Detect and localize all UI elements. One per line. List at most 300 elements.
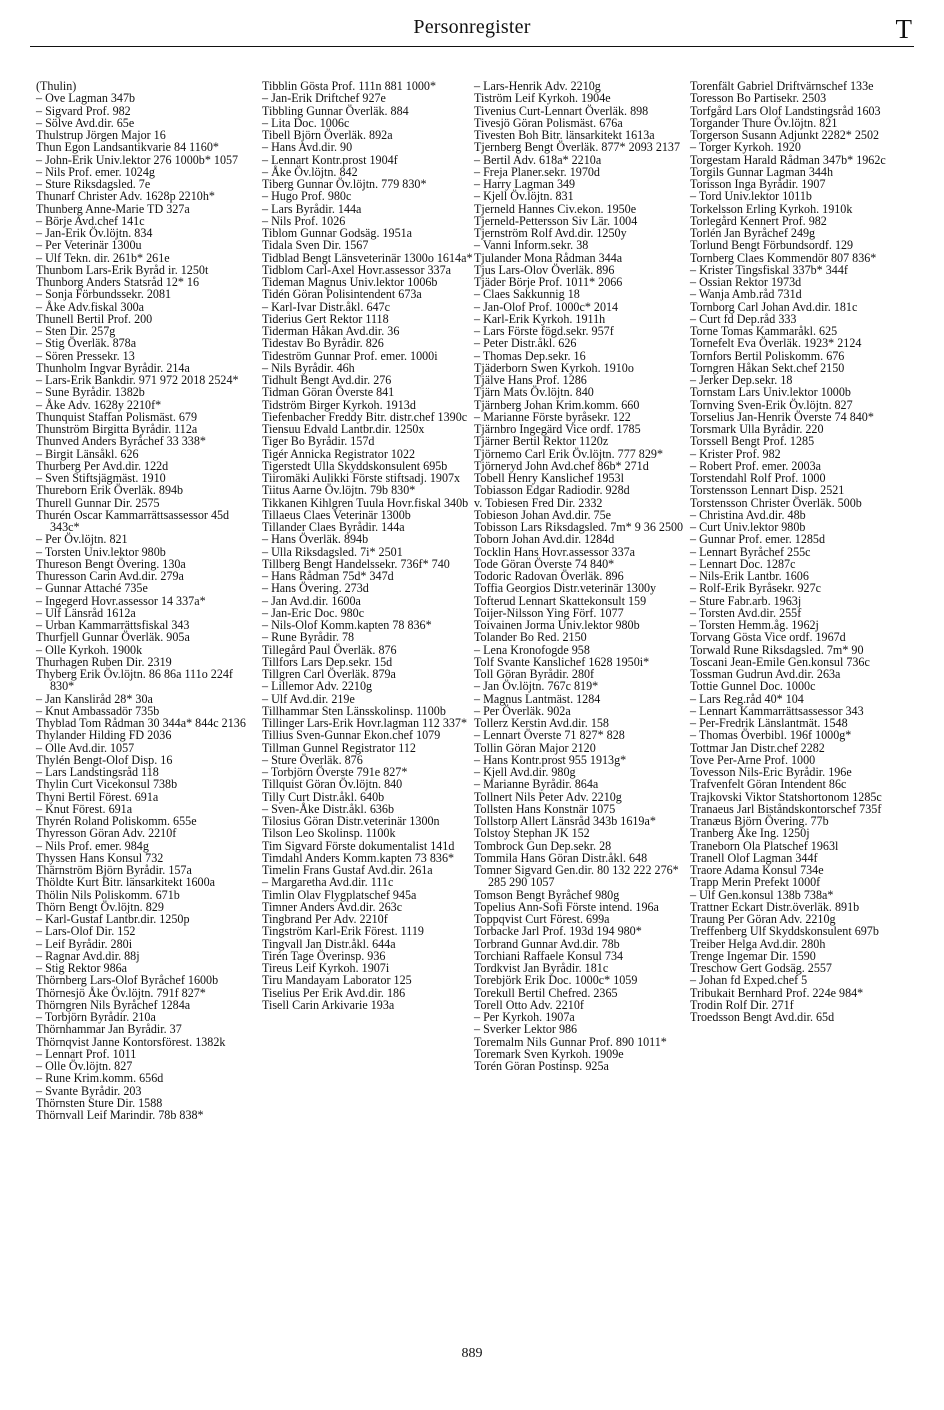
register-entry: – Curt fd Dep.råd 333	[690, 311, 797, 326]
register-entry: Torsmark Ulla Byrådir. 220	[690, 422, 824, 436]
register-entry: (Thulin)	[36, 79, 77, 93]
register-entry: Tofterud Lennart Skattekonsult 159	[474, 593, 647, 608]
register-entry: – Margaretha Avd.dir. 111c	[262, 875, 394, 890]
register-entry: – Rune Byrådir. 78	[262, 630, 355, 645]
register-entry: Toffia Georgios Distr.veterinär 1300y	[474, 581, 657, 596]
register-entry: Tjäder Börje Prof. 1011* 2066	[474, 275, 623, 289]
register-entry: – John-Erik Univ.lektor 276 1000b* 1057	[36, 152, 239, 167]
register-entry: Toll Göran Byrådir. 280f	[474, 667, 595, 681]
register-entry: Tollin Göran Major 2120	[474, 740, 596, 755]
register-entry: – Per-Fredrik Länslantmät. 1548	[690, 716, 848, 730]
register-entry: Tjernström Rolf Avd.dir. 1250y	[474, 226, 627, 240]
register-entry: Tommila Hans Göran Distr.åkl. 648	[474, 850, 648, 865]
register-entry: – Lars Landstingsråd 118	[36, 765, 159, 779]
register-entry: Tillius Sven-Gunnar Ekon.chef 1079	[262, 728, 441, 743]
register-entry: Tjärner Bertil Rektor 1120z	[474, 434, 609, 449]
register-entry: Torstensson Lennart Disp. 2521	[690, 483, 845, 498]
register-entry: Thörngren Nils Byråchef 1284a	[36, 997, 191, 1012]
register-entry: – Jan Öv.löjtn. 767c 819*	[474, 679, 599, 694]
register-entry: Tranberg Åke Ing. 1250j	[690, 826, 810, 841]
register-entry: Thuresson Carin Avd.dir. 279a	[36, 569, 184, 583]
register-entry: Torebjörk Erik Doc. 1000c* 1059	[474, 973, 638, 988]
register-entry: Thörnesjö Åke Öv.löjtn. 791f 827*	[36, 985, 206, 1000]
register-entry: – Harry Lagman 349	[474, 177, 576, 191]
register-entry: – Per Öv.löjtn. 821	[36, 532, 128, 547]
register-entry: – Torbjörn Byrådir. 210a	[36, 1010, 156, 1024]
register-entry: Tidala Sven Dir. 1567	[262, 238, 369, 253]
register-entry: Tornving Sven-Erik Öv.löjtn. 827	[690, 397, 853, 412]
register-entry: Tidblom Carl-Axel Hovr.assessor 337a	[262, 262, 452, 277]
register-entry: – Gunnar Prof. emer. 1285d	[690, 532, 826, 547]
register-entry: – Per Kyrkoh. 1907a	[474, 1010, 575, 1024]
register-entry: Tjus Lars-Olov Överläk. 896	[474, 262, 615, 277]
register-entry: Tillman Gunnel Registrator 112	[262, 740, 416, 755]
register-entry: – Jan-Eric Doc. 980c	[262, 605, 365, 620]
register-entry: Toivainen Jorma Univ.lektor 980b	[474, 618, 640, 632]
register-entry: Tikkanen Kihlgren Tuula Hovr.fiskal 340b	[262, 495, 469, 510]
register-entry: – Gunnar Attaché 735e	[36, 581, 148, 596]
register-entry: – Knut Förest. 691a	[36, 801, 133, 816]
register-entry: Torstensson Christer Överläk. 500b	[690, 495, 862, 510]
register-entry: Toremark Sven Kyrkoh. 1909e	[474, 1046, 624, 1061]
register-entry: Tjernberg Bengt Överläk. 877* 2093 2137	[474, 140, 681, 155]
register-entry: Tossman Gudrun Avd.dir. 263a	[690, 667, 841, 681]
register-entry: – Freja Planer.sekr. 1970d	[474, 164, 600, 179]
register-entry: Tiiromäki Aulikki Förste stiftsadj. 1907x	[262, 471, 461, 485]
register-entry: Tiström Leif Kyrkoh. 1904e	[474, 91, 611, 106]
register-entry: – Ulla Riksdagsled. 7i* 2501	[262, 544, 403, 559]
register-entry: Tornborg Carl Johan Avd.dir. 181c	[690, 299, 858, 314]
register-entry: Thun Egon Landsantikvarie 84 1160*	[36, 140, 219, 155]
register-entry: – Torsten Univ.lektor 980b	[36, 544, 166, 559]
register-entry: Tolstoy Stephan JK 152	[474, 826, 590, 841]
register-entry: Trajkovski Viktor Statshortonom 1285c	[690, 789, 882, 804]
register-entry: – Lars Förste fögd.sekr. 957f	[474, 324, 614, 338]
register-entry: Tolf Svante Kanslichef 1628 1950i*	[474, 654, 650, 669]
register-entry: Tillinger Lars-Erik Hovr.lagman 112 337*	[262, 716, 468, 730]
register-entry: Tranell Olof Lagman 344f	[690, 850, 818, 865]
register-entry: – Ragnar Avd.dir. 88j	[36, 948, 140, 963]
register-entry: – Nils Prof. emer. 984g	[36, 838, 149, 853]
register-entry: Torssell Bengt Prof. 1285	[690, 434, 815, 449]
register-entry: Trodin Rolf Dir. 271f	[690, 997, 794, 1012]
register-entry: – Lennart Kontr.prost 1904f	[262, 152, 398, 167]
register-entry: – Sune Byrådir. 1382b	[36, 385, 145, 400]
register-entry: – Tord Univ.lektor 1011b	[690, 189, 812, 204]
register-entry: – Ove Lagman 347b	[36, 91, 136, 106]
register-entry: Tocklin Hans Hovr.assessor 337a	[474, 544, 636, 559]
register-entry: Tilson Leo Skolinsp. 1100k	[262, 826, 396, 841]
register-entry: Tjärn Mats Öv.löjtn. 840	[474, 385, 594, 400]
register-entry: Tjäderborn Swen Kyrkoh. 1910o	[474, 360, 634, 375]
register-entry: Thunarf Christer Adv. 1628p 2210h*	[36, 189, 215, 204]
register-entry: Thyssen Hans Konsul 732	[36, 850, 164, 865]
register-entry: v. Tobiesen Fred Dir. 2332	[474, 495, 603, 510]
register-entry: – Johan fd Exped.chef 5	[690, 973, 808, 988]
register-entry: Thörnhammar Jan Byrådir. 37	[36, 1022, 182, 1037]
register-entry: – Olle Kyrkoh. 1900k	[36, 642, 143, 657]
register-entry: – Nils Prof. 1026	[262, 213, 346, 228]
register-entry: – Leif Byrådir. 280i	[36, 936, 133, 951]
register-entry: Thyberg Erik Öv.löjtn. 86 86a 111o 224f 830*	[36, 667, 233, 694]
register-entry: Thunbom Lars-Erik Byråd ir. 1250t	[36, 262, 209, 277]
register-entry: Tottie Gunnel Doc. 1000c	[690, 679, 816, 694]
register-entry: – Hans Avd.dir. 90	[262, 140, 353, 155]
register-entry: Thurfjell Gunnar Överläk. 905a	[36, 630, 190, 645]
register-entry: Tigér Annicka Registrator 1022	[262, 446, 416, 461]
register-entry: Tjälve Hans Prof. 1286	[474, 373, 587, 387]
page-title: Personregister	[413, 16, 531, 38]
register-entry: Tordkvist Jan Byrådir. 181c	[474, 961, 609, 975]
register-entry: Tombrock Gun Dep.sekr. 28	[474, 838, 612, 853]
register-entry: Torstendahl Rolf Prof. 1000	[690, 471, 826, 485]
register-entry: Tivesjö Göran Polismäst. 676a	[474, 115, 623, 130]
register-entry: Tornfors Bertil Poliskomm. 676	[690, 348, 845, 363]
register-entry: Trafvenfelt Göran Intendent 86c	[690, 777, 847, 792]
register-entry: Tornefelt Eva Överläk. 1923* 2124	[690, 336, 862, 351]
register-entry: Tolander Bo Red. 2150	[474, 630, 587, 645]
register-entry: Thörn Bengt Öv.löjtn. 829	[36, 899, 164, 914]
register-entry: Thurell Gunnar Dir. 2575	[36, 495, 160, 510]
register-entry: Tillquist Göran Öv.löjtn. 840	[262, 777, 403, 792]
register-entry: Tiger Bo Byrådir. 157d	[262, 434, 375, 449]
register-entry: Tingvall Jan Distr.åkl. 644a	[262, 936, 396, 951]
register-column-3	[474, 80, 686, 1072]
register-entry: Tidblad Bengt Länsveterinär 1300o 1614a*	[262, 250, 473, 265]
register-entry: – Sven Stiftsjägmäst. 1910	[36, 471, 166, 485]
page-number: 889	[461, 1346, 483, 1361]
register-entry: Tibblin Gösta Prof. 111n 881 1000*	[262, 79, 437, 93]
register-entry: – Jan Kansliråd 28* 30a	[36, 691, 153, 706]
register-entry: – Ulf Tekn. dir. 261b* 261e	[36, 250, 170, 265]
register-entry: Tiselius Per Erik Avd.dir. 186	[262, 985, 406, 1000]
register-entry: – Olle Öv.löjtn. 827	[36, 1059, 133, 1073]
register-entry: Toborn Johan Avd.dir. 1284d	[474, 532, 615, 547]
register-entry: Thölin Nils Poliskomm. 671b	[36, 887, 180, 902]
register-entry: Tillegård Paul Överläk. 876	[262, 642, 397, 657]
register-entry: Tireus Leif Kyrkoh. 1907i	[262, 961, 390, 975]
register-entry: Tideman Magnus Univ.lektor 1006b	[262, 275, 438, 289]
register-entry: – Karl-Ivar Distr.åkl. 647c	[262, 299, 390, 314]
register-entry: Traore Adama Konsul 734e	[690, 863, 824, 877]
register-entry: Thylander Hilding FD 2036	[36, 728, 172, 743]
register-entry: Torwald Rune Riksdagsled. 7m* 90	[690, 642, 864, 657]
register-entry: Torbrand Gunnar Avd.dir. 78b	[474, 936, 620, 951]
register-entry: – Åke Öv.löjtn. 842	[262, 164, 358, 179]
register-entry: Thöldte Kurt Bitr. länsarkitekt 1600a	[36, 875, 216, 890]
register-entry: – Sonja Förbundssekr. 2081	[36, 287, 172, 302]
register-entry: Torne Tomas Kammaråkl. 625	[690, 324, 838, 338]
register-entry: – Nils Byrådir. 46h	[262, 360, 355, 375]
register-entry: – Sölve Avd.dir. 65e	[36, 115, 135, 130]
register-entry: – Birgit Länsåkl. 626	[36, 446, 139, 461]
register-entry: – Sture Riksdagsled. 7e	[36, 177, 151, 191]
register-entry: Tjerneld-Pettersson Siv Lär. 1004	[474, 213, 638, 228]
register-entry: – Curt Univ.lektor 980b	[690, 520, 806, 534]
register-entry: Tomner Sigvard Gen.dir. 80 132 222 276* 285 290 1057	[474, 863, 679, 890]
register-entry: – Wanja Amb.råd 731d	[690, 287, 802, 302]
register-entry: Torfgård Lars Olof Landstingsråd 1603	[690, 103, 881, 118]
register-entry: Traung Per Göran Adv. 2210g	[690, 912, 836, 926]
register-entry: – Hugo Prof. 980c	[262, 189, 352, 204]
register-entry: Tornberg Claes Kommendör 807 836*	[690, 250, 877, 265]
register-entry: Tobiasson Edgar Radiodir. 928d	[474, 483, 630, 498]
section-letter: T	[895, 14, 912, 44]
register-entry: – Sture Fabr.arb. 1963j	[690, 593, 802, 608]
register-entry: Timlin Olav Flygplatschef 945a	[262, 887, 417, 902]
register-entry: Tillander Claes Byrådir. 144a	[262, 520, 405, 534]
register-entry: Tibell Björn Överläk. 892a	[262, 128, 393, 142]
register-entry: Toresson Bo Partisekr. 2503	[690, 91, 827, 106]
register-entry: Todoric Radovan Överläk. 896	[474, 569, 624, 583]
register-entry: Tideström Gunnar Prof. emer. 1000i	[262, 348, 438, 363]
register-entry: – Torbjörn Överste 791e 827*	[262, 765, 408, 779]
register-entry: Tiefenbacher Freddy Bitr. distr.chef 1390c	[262, 409, 468, 424]
register-entry: Torenfält Gabriel Driftvärnschef 133e	[690, 79, 874, 93]
register-entry: Torgestam Harald Rådman 347b* 1962c	[690, 152, 886, 167]
register-entry: Tollnert Nils Peter Adv. 2210g	[474, 789, 622, 804]
register-entry: – Bertil Adv. 618a* 2210a	[474, 152, 602, 167]
register-entry: Tjärnbro Ingegärd Vice ordf. 1785	[474, 422, 641, 436]
register-entry: Torgander Thure Öv.löjtn. 821	[690, 115, 838, 130]
register-entry: – Lena Kronofogde 958	[474, 642, 590, 657]
register-column-2	[262, 80, 476, 1011]
register-entry: Tottmar Jan Distr.chef 2282	[690, 740, 825, 755]
register-entry: – Jan-Olof Prof. 1000c* 2014	[474, 299, 619, 314]
register-entry: – Lars-Erik Bankdir. 971 972 2018 2524*	[36, 373, 239, 387]
register-entry: – Robert Prof. emer. 2003a	[690, 458, 821, 473]
register-entry: Thörnqvist Janne Kontorsförest. 1382k	[36, 1034, 226, 1049]
register-entry: Tidhult Bengt Avd.dir. 276	[262, 373, 392, 387]
register-entry: Thunström Birgitta Byrådir. 112a	[36, 422, 198, 436]
register-entry: – Kjell Öv.löjtn. 831	[474, 189, 574, 204]
register-entry: Torisson Inga Byrådir. 1907	[690, 177, 826, 191]
register-entry: – Torsten Hemm.åg. 1962j	[690, 618, 819, 632]
register-entry: Tidström Birger Kyrkoh. 1913d	[262, 397, 416, 412]
register-entry: Troedsson Bengt Avd.dir. 65d	[690, 1010, 835, 1024]
register-entry: – Stig Rektor 986a	[36, 961, 128, 975]
register-entry: Tiderius Gert Rektor 1118	[262, 311, 389, 326]
register-entry: Tjerneld Hannes Civ.ekon. 1950e	[474, 201, 637, 216]
register-entry: Timelin Frans Gustaf Avd.dir. 261a	[262, 863, 433, 877]
register-entry: Tidén Göran Polisintendent 673a	[262, 287, 422, 302]
register-entry: Torkelsson Erling Kyrkoh. 1910k	[690, 201, 853, 216]
register-entry: – Ulf Gen.konsul 138b 738a*	[690, 887, 834, 902]
register-entry: Torlund Bengt Förbundsordf. 129	[690, 238, 854, 253]
register-entry: Thörnvall Leif Marindir. 78b 838*	[36, 1108, 204, 1122]
register-entry: Torgerson Susann Adjunkt 2282* 2502	[690, 128, 880, 142]
register-entry: – Vanni Inform.sekr. 38	[474, 238, 589, 253]
register-entry: – Lennart Doc. 1287c	[690, 556, 796, 571]
register-entry: Thunborg Anders Statsråd 12* 16	[36, 275, 200, 289]
register-entry: – Sverker Lektor 986	[474, 1022, 578, 1037]
register-entry: – Lars Byrådir. 144a	[262, 201, 362, 216]
register-entry: Tribukait Bernhard Prof. 224e 984*	[690, 985, 864, 1000]
register-entry: Tillhammar Sten Länsskolinsp. 1100b	[262, 703, 446, 718]
register-entry: – Sture Överläk. 876	[262, 752, 363, 767]
register-entry: Toppqvist Curt Förest. 699a	[474, 912, 610, 926]
register-entry: – Torger Kyrkoh. 1920	[690, 140, 801, 155]
register-entry: Thurberg Per Avd.dir. 122d	[36, 458, 169, 473]
register-entry: – Lars Reg.råd 40* 104	[690, 691, 804, 706]
register-entry: – Ulf Länsråd 1612a	[36, 605, 136, 620]
register-entry: – Ossian Rektor 1973d	[690, 275, 802, 289]
register-entry: Tilosius Göran Distr.veterinär 1300n	[262, 814, 440, 828]
register-entry: Tivesten Boh Bitr. länsarkitekt 1613a	[474, 128, 655, 142]
register-entry: – Åke Adv. 1628y 2210f*	[36, 397, 162, 412]
register-entry: Torekull Bertil Chefred. 2365	[474, 985, 618, 1000]
register-entry: Thyblad Tom Rådman 30 344a* 844c 2136	[36, 716, 246, 730]
register-entry: Thörnsten Sture Dir. 1588	[36, 1095, 163, 1110]
register-entry: Tobieson Johan Avd.dir. 75e	[474, 507, 611, 522]
register-entry: – Urban Kammarrättsfiskal 343	[36, 618, 190, 632]
register-entry: Tollsten Hans Konstnär 1075	[474, 801, 616, 816]
register-entry: Torlén Jan Byråchef 249g	[690, 226, 816, 240]
register-entry: Tisell Carin Arkivarie 193a	[262, 997, 395, 1012]
register-entry: – Lennart Prof. 1011	[36, 1046, 137, 1061]
register-entry: Torén Göran Postinsp. 925a	[474, 1059, 609, 1073]
register-entry: Tibbling Gunnar Överläk. 884	[262, 103, 409, 118]
register-entry: Tiberg Gunnar Öv.löjtn. 779 830*	[262, 177, 427, 191]
register-entry: – Marianne Förste byråsekr. 122	[474, 409, 631, 424]
register-entry: – Lennart Byråchef 255c	[690, 544, 811, 559]
register-entry: – Lennart Kammarrättsassessor 343	[690, 703, 864, 718]
register-column-4	[690, 80, 912, 1023]
register-entry: Torvang Gösta Vice ordf. 1967d	[690, 630, 846, 645]
register-entry: Thörnberg Lars-Olof Byråchef 1600b	[36, 973, 219, 988]
register-entry: Tobell Henry Kanslichef 1953l	[474, 471, 624, 485]
register-column-1	[36, 80, 258, 1121]
register-entry: Thunholm Ingvar Byrådir. 214a	[36, 360, 190, 375]
register-entry: – Svante Byrådir. 203	[36, 1083, 142, 1098]
register-entry: Tirén Tage Överinsp. 936	[262, 948, 386, 963]
register-entry: Thunell Bertil Prof. 200	[36, 311, 153, 326]
register-entry: – Christina Avd.dir. 48b	[690, 507, 806, 522]
register-entry: – Hans Rådman 75d* 347d	[262, 569, 394, 583]
register-entry: Toscani Jean-Emile Gen.konsul 736c	[690, 654, 870, 669]
register-entry: – Kjell Avd.dir. 980g	[474, 765, 576, 779]
register-entry: Tove Per-Arne Prof. 1000	[690, 752, 816, 767]
register-entry: Toijer-Nilsson Ying Förf. 1077	[474, 605, 624, 620]
register-entry: Tomson Bengt Byråchef 980g	[474, 887, 620, 902]
register-entry: – Torsten Avd.dir. 255f	[690, 605, 802, 620]
register-entry: – Krister Tingsfiskal 337b* 344f	[690, 262, 848, 277]
register-entry: Tode Göran Överste 74 840*	[474, 556, 615, 571]
register-entry: Thunved Anders Byråchef 33 338*	[36, 434, 206, 449]
register-entry: – Börje Avd.chef 141c	[36, 213, 145, 228]
register-entry: – Lillemor Adv. 2210g	[262, 679, 373, 694]
register-entry: – Sigvard Prof. 982	[36, 103, 131, 118]
register-entry: Tim Sigvard Förste dokumentalist 141d	[262, 838, 455, 853]
register-entry: Thurén Oscar Kammarrättsassessor 45d 343c*	[36, 507, 230, 534]
register-entry: Tranæus Björn Övering. 77b	[690, 814, 829, 828]
register-entry: Tilly Curt Distr.åkl. 640b	[262, 789, 385, 804]
register-entry: Thyresson Göran Adv. 2210f	[36, 826, 177, 841]
register-entry: Tovesson Nils-Eric Byrådir. 196e	[690, 765, 852, 779]
register-entry: – Sten Dir. 257g	[36, 324, 116, 338]
register-entry: – Stig Överläk. 878a	[36, 336, 137, 351]
register-entry: Torchiani Raffaele Konsul 734	[474, 948, 624, 963]
register-entry: Trenge Ingemar Dir. 1590	[690, 948, 816, 963]
register-entry: Tillfors Lars Dep.sekr. 15d	[262, 654, 393, 669]
register-entry: Tidman Göran Överste 841	[262, 385, 395, 400]
register-entry: – Thomas Överbibl. 196f 1000g*	[690, 728, 852, 743]
register-entry: – Hans Överläk. 894b	[262, 532, 369, 547]
register-entry: – Rolf-Erik Byråsekr. 927c	[690, 581, 821, 596]
register-entry: – Hans Kontr.prost 955 1913g*	[474, 752, 627, 767]
register-entry: – Olle Avd.dir. 1057	[36, 740, 135, 755]
register-entry: – Karl-Erik Kyrkoh. 1911h	[474, 311, 606, 326]
register-entry: Tollstorp Allert Länsråd 343b 1619a*	[474, 814, 656, 828]
register-entry: – Lars-Henrik Adv. 2210g	[474, 79, 601, 93]
register-entry: – Peter Distr.åkl. 626	[474, 336, 577, 351]
register-entry: Treschow Gert Godsäg. 2557	[690, 961, 832, 975]
register-entry: Tjörneryd John Avd.chef 86b* 271d	[474, 458, 649, 473]
register-entry: – Jan-Erik Driftchef 927e	[262, 91, 386, 106]
register-entry: Thylin Curt Vicekonsul 738b	[36, 777, 178, 792]
register-entry: Tobisson Lars Riksdagsled. 7m* 9 36 2500	[474, 520, 684, 534]
register-entry: – Lars-Olof Dir. 152	[36, 924, 136, 939]
register-entry: Topelius Ann-Sofi Förste intend. 196a	[474, 899, 659, 914]
register-entry: – Ulf Avd.dir. 219e	[262, 691, 355, 706]
register-entry: Thunberg Anne-Marie TD 327a	[36, 201, 190, 216]
register-entry: Tiensuu Edvald Lantbr.dir. 1250x	[262, 422, 425, 436]
register-entry: Tiru Mandayam Laborator 125	[262, 973, 412, 988]
register-entry: Tiitus Aarne Öv.löjtn. 79b 830*	[262, 483, 416, 498]
register-entry: Tigerstedt Ulla Skyddskonsulent 695b	[262, 458, 448, 473]
register-entry: Tingström Karl-Erik Förest. 1119	[262, 924, 424, 939]
register-entry: Thyrén Roland Poliskomm. 655e	[36, 814, 197, 828]
register-entry: Tillgren Carl Överläk. 879a	[262, 667, 396, 681]
register-entry: – Nils-Erik Lantbr. 1606	[690, 569, 809, 583]
register-entry: Tranaeus Jarl Biståndskontorschef 735f	[690, 801, 882, 816]
register-entry: Torell Otto Adv. 2210f	[474, 997, 584, 1012]
register-entry: – Marianne Byrådir. 864a	[474, 777, 599, 792]
register-entry: Tjulander Mona Rådman 344a	[474, 250, 623, 265]
register-entry: Tiblom Gunnar Godsäg. 1951a	[262, 226, 413, 240]
register-entry: – Hans Övering. 273d	[262, 581, 369, 596]
register-entry: Thurhagen Ruben Dir. 2319	[36, 654, 172, 669]
register-entry: Tidestav Bo Byrådir. 826	[262, 336, 384, 351]
register-entry: – Åke Adv.fiskal 300a	[36, 299, 145, 314]
register-entry: Thureson Bengt Övering. 130a	[36, 556, 186, 571]
register-entry: – Karl-Gustaf Lantbr.dir. 1250p	[36, 912, 190, 926]
register-entry: Toremalm Nils Gunnar Prof. 890 1011*	[474, 1034, 667, 1049]
register-entry: – Nils Prof. emer. 1024g	[36, 164, 155, 179]
register-entry: Thulstrup Jörgen Major 16	[36, 128, 166, 142]
register-entry: Torbacke Jarl Prof. 193d 194 980*	[474, 924, 642, 939]
register-entry: – Krister Prof. 982	[690, 446, 781, 461]
register-entry: Thunquist Staffan Polismäst. 679	[36, 409, 198, 424]
register-entry: Tjärnberg Johan Krim.komm. 660	[474, 397, 640, 412]
register-entry: – Per Veterinär 1300u	[36, 238, 142, 253]
register-entry: Trapp Merin Prefekt 1000f	[690, 875, 821, 890]
register-entry: Timdahl Anders Komm.kapten 73 836*	[262, 850, 455, 865]
register-entry: – Rune Krim.komm. 656d	[36, 1071, 164, 1086]
page-header	[30, 14, 914, 46]
register-entry: Tjörnemo Carl Erik Öv.löjtn. 777 829*	[474, 446, 663, 461]
register-entry: Tornstam Lars Univ.lektor 1000b	[690, 385, 851, 400]
register-entry: Trattner Eckart Distr.överläk. 891b	[690, 899, 860, 914]
register-entry: – Ingegerd Hovr.assessor 14 337a*	[36, 593, 206, 608]
register-entry: – Lennart Överste 71 827* 828	[474, 728, 625, 743]
register-entry: Tillaeus Claes Veterinär 1300b	[262, 507, 411, 522]
register-entry: Torgils Gunnar Lagman 344h	[690, 164, 834, 179]
register-entry: Tiderman Håkan Avd.dir. 36	[262, 324, 400, 338]
register-entry: – Claes Sakkunnig 18	[474, 287, 580, 302]
register-entry: Traneborn Ola Platschef 1963l	[690, 838, 839, 853]
register-entry: Torlegård Kennert Prof. 982	[690, 213, 827, 228]
